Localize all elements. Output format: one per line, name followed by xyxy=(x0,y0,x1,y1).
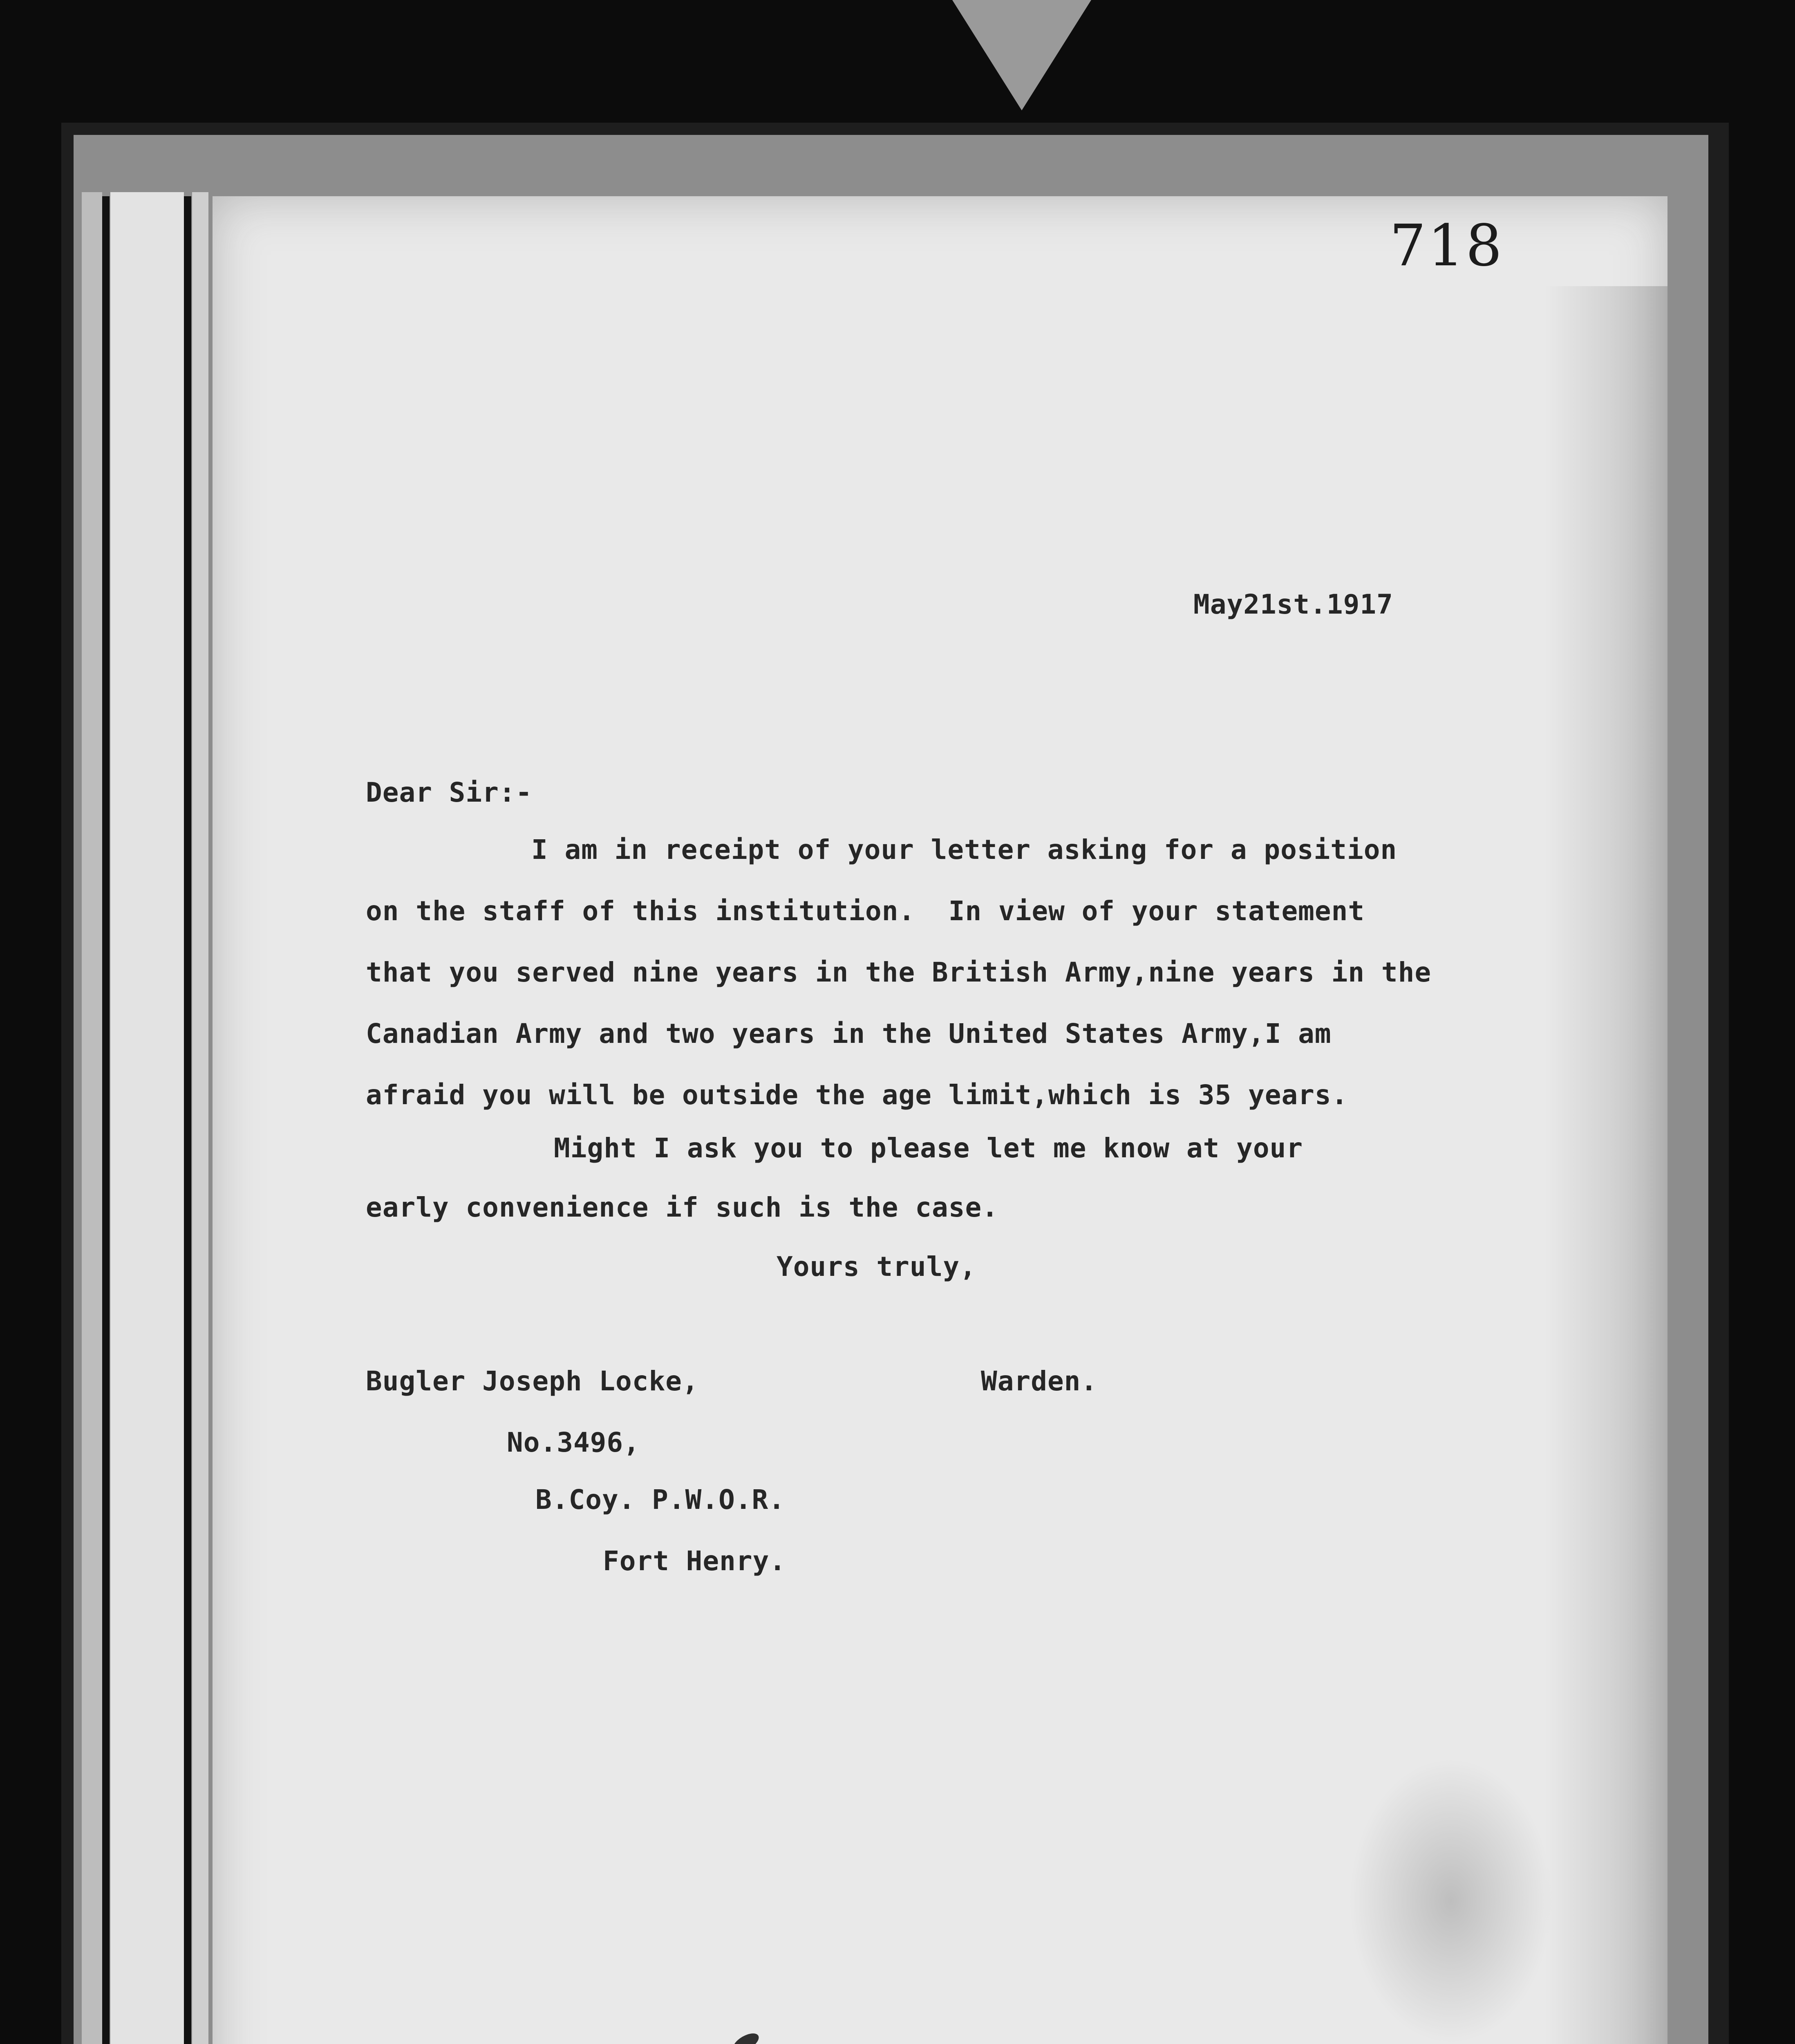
paper-stain xyxy=(1349,1758,1553,2044)
letter-date: May21st.1917 xyxy=(1193,589,1393,620)
body-line: that you served nine years in the British Army,nine years in the xyxy=(366,957,1432,988)
body-line: on the staff of this institution. In view of your statement xyxy=(366,895,1365,927)
binding-line xyxy=(184,196,191,2044)
body-line: early convenience if such is the case. xyxy=(366,1192,998,1223)
sheet-shadow xyxy=(1545,286,1667,2044)
salutation: Dear Sir:- xyxy=(366,777,533,808)
closing: Yours truly, xyxy=(777,1251,976,1282)
body-line: Might I ask you to please let me know at your xyxy=(554,1132,1303,1164)
signature-title: Warden. xyxy=(981,1365,1098,1397)
film-notch xyxy=(952,0,1091,110)
recipient-number: No.3496, xyxy=(507,1427,640,1458)
recipient-name: Bugler Joseph Locke, xyxy=(366,1365,699,1397)
recipient-place: Fort Henry. xyxy=(603,1545,786,1577)
body-line: afraid you will be outside the age limit,which is 35 years. xyxy=(366,1079,1348,1111)
page-number: 718 xyxy=(1390,213,1504,279)
binding-strip xyxy=(110,192,184,2044)
body-line: I am in receipt of your letter asking for a position xyxy=(531,834,1397,865)
binding-line xyxy=(102,196,110,2044)
binding-strip xyxy=(192,192,208,2044)
binding-strip xyxy=(82,192,102,2044)
recipient-unit: B.Coy. P.W.O.R. xyxy=(535,1484,786,1515)
body-line: Canadian Army and two years in the United States Army,I am xyxy=(366,1018,1332,1049)
